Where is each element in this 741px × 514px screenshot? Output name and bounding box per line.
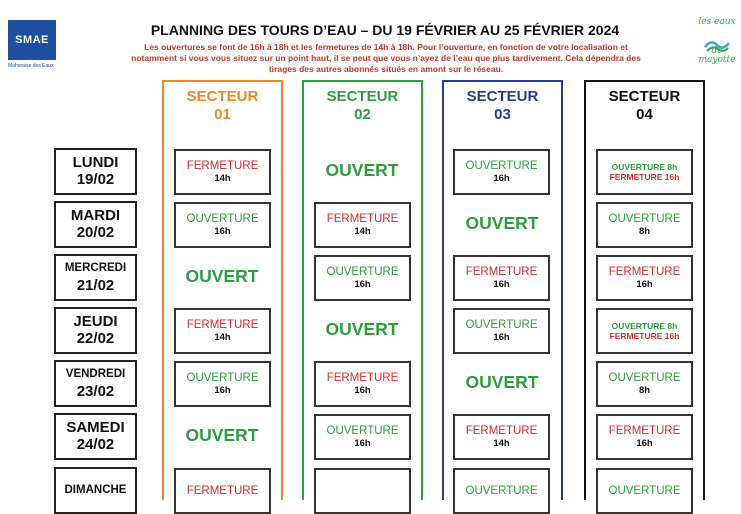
status-hour: 16h: [636, 437, 653, 449]
schedule-cell: [453, 149, 550, 195]
status-hour: 16h: [354, 437, 371, 449]
intro-notice: [86, 42, 686, 76]
status-label: FERMETURE: [465, 424, 538, 437]
status-ouvert: OUVERT: [185, 266, 259, 286]
intro-line: tirages des autres abonnés situés en amont sur le réseau.: [268, 64, 504, 75]
schedule-cell: [596, 361, 693, 407]
day-date: 20/02: [76, 224, 115, 241]
status-hour: 16h: [493, 331, 510, 343]
schedule-cell: [453, 255, 550, 301]
schedule-cell: [314, 468, 411, 514]
intro-line: Les ouvertures se font de 16h à 18h et les fermetures de 14h à 18h. Pour l’ouverture, en fonction de votre localisation et: [144, 42, 628, 52]
day-name: MERCREDI: [64, 262, 127, 274]
status-label: OUVERTURE 8h: [611, 320, 678, 331]
sector-number: 04: [636, 106, 653, 123]
status-hour: 16h: [636, 278, 653, 290]
schedule-cell: [453, 414, 550, 460]
day-name: VENDREDI: [65, 368, 126, 380]
status-label: OUVERTURE: [186, 212, 259, 225]
status-label: OUVERTURE 8h: [611, 161, 678, 172]
page-title: PLANNING DES TOURS D’EAU – DU 19 FÉVRIER AU 25 FÉVRIER 2024: [150, 22, 620, 38]
eaux-logo-line2: de mayotte: [698, 46, 736, 65]
schedule-cell: [453, 468, 550, 514]
sector-header: [444, 88, 561, 124]
day-name: JEUDI: [73, 313, 118, 330]
schedule-cell: [314, 255, 411, 301]
status-hour: 8h: [638, 384, 651, 396]
day-date: 21/02: [76, 277, 115, 294]
sector-number: 01: [214, 106, 231, 123]
schedule-cell: [174, 202, 271, 248]
day-date: 22/02: [76, 330, 115, 347]
day-name: MARDI: [70, 207, 121, 224]
sector-label: SECTEUR: [326, 88, 399, 105]
sector-header: [164, 88, 281, 124]
status-label: OUVERTURE: [465, 159, 538, 172]
schedule-cell: [596, 149, 693, 195]
status-hour: 14h: [493, 437, 510, 449]
smae-logo-tagline: Mahoraise des Eaux: [8, 63, 54, 69]
smae-logo: [8, 20, 62, 78]
day-label-vendredi: [54, 360, 137, 407]
status-label: OUVERTURE: [465, 484, 538, 497]
status-hour: 16h: [214, 384, 231, 396]
status-label: OUVERTURE: [326, 424, 399, 437]
status-label: FERMETURE 16h: [609, 172, 680, 182]
day-name: LUNDI: [72, 154, 119, 171]
day-label-lundi: [54, 148, 137, 195]
day-label-mardi: [54, 201, 137, 248]
status-hour: 14h: [354, 225, 371, 237]
schedule-cell: [596, 414, 693, 460]
status-hour: 8h: [638, 225, 651, 237]
status-ouvert: OUVERT: [325, 160, 399, 180]
status-label: OUVERTURE: [608, 371, 681, 384]
day-date: 24/02: [76, 436, 115, 453]
sector-label: SECTEUR: [186, 88, 259, 105]
day-label-dimanche: [54, 467, 137, 514]
sector-header: [586, 88, 703, 124]
schedule-cell: [174, 308, 271, 354]
status-hour: 16h: [493, 278, 510, 290]
water-wave-icon: [704, 37, 730, 53]
status-label: OUVERTURE: [326, 265, 399, 278]
status-label: FERMETURE: [326, 212, 399, 225]
sector-number: 02: [354, 106, 371, 123]
schedule-cell: [174, 149, 271, 195]
status-ouvert: OUVERT: [185, 425, 259, 445]
schedule-cell: [314, 202, 411, 248]
schedule-cell: [314, 414, 411, 460]
status-label: OUVERTURE: [465, 318, 538, 331]
sector-header: [304, 88, 421, 124]
status-ouvert: OUVERT: [465, 372, 539, 392]
status-label: FERMETURE: [608, 424, 681, 437]
intro-line: notamment si vous vous situez sur un point haut, il se peut que vous n’ayez de l’eau que plus tardivement. Cela dépendra des: [131, 53, 641, 64]
day-date: 19/02: [76, 171, 115, 188]
status-label: FERMETURE: [326, 371, 399, 384]
status-hour: 14h: [214, 172, 231, 184]
schedule-cell: [453, 308, 550, 354]
sector-label: SECTEUR: [466, 88, 539, 105]
schedule-cell: [174, 361, 271, 407]
status-label: FERMETURE: [186, 159, 259, 172]
status-label: FERMETURE 16h: [609, 331, 680, 341]
status-label: OUVERTURE: [608, 484, 681, 497]
schedule-cell: [174, 468, 271, 514]
schedule-cell: [596, 202, 693, 248]
status-hour: 16h: [354, 384, 371, 396]
schedule-cell: [314, 361, 411, 407]
status-hour: 14h: [214, 331, 231, 343]
status-label: FERMETURE: [608, 265, 681, 278]
schedule-cell: [596, 255, 693, 301]
status-ouvert: OUVERT: [465, 213, 539, 233]
eaux-logo-line1: les eaux: [698, 17, 736, 27]
smae-logo-mark: SMAE: [8, 20, 56, 60]
status-label: FERMETURE: [465, 265, 538, 278]
day-label-mercredi: [54, 254, 137, 301]
status-ouvert: OUVERT: [325, 319, 399, 339]
sector-number: 03: [494, 106, 511, 123]
day-label-jeudi: [54, 307, 137, 354]
schedule-cell: [596, 308, 693, 354]
status-hour: 16h: [214, 225, 231, 237]
sector-label: SECTEUR: [608, 88, 681, 105]
status-hour: 16h: [493, 172, 510, 184]
eaux-de-mayotte-logo: [694, 18, 740, 78]
status-label: OUVERTURE: [186, 371, 259, 384]
day-name: DIMANCHE: [64, 484, 127, 496]
day-label-samedi: [54, 413, 137, 460]
schedule-cell: [596, 468, 693, 514]
status-label: OUVERTURE: [608, 212, 681, 225]
day-date: 23/02: [76, 383, 115, 400]
status-label: FERMETURE: [186, 484, 259, 497]
status-label: FERMETURE: [186, 318, 259, 331]
status-hour: 16h: [354, 278, 371, 290]
day-name: SAMEDI: [66, 419, 125, 436]
